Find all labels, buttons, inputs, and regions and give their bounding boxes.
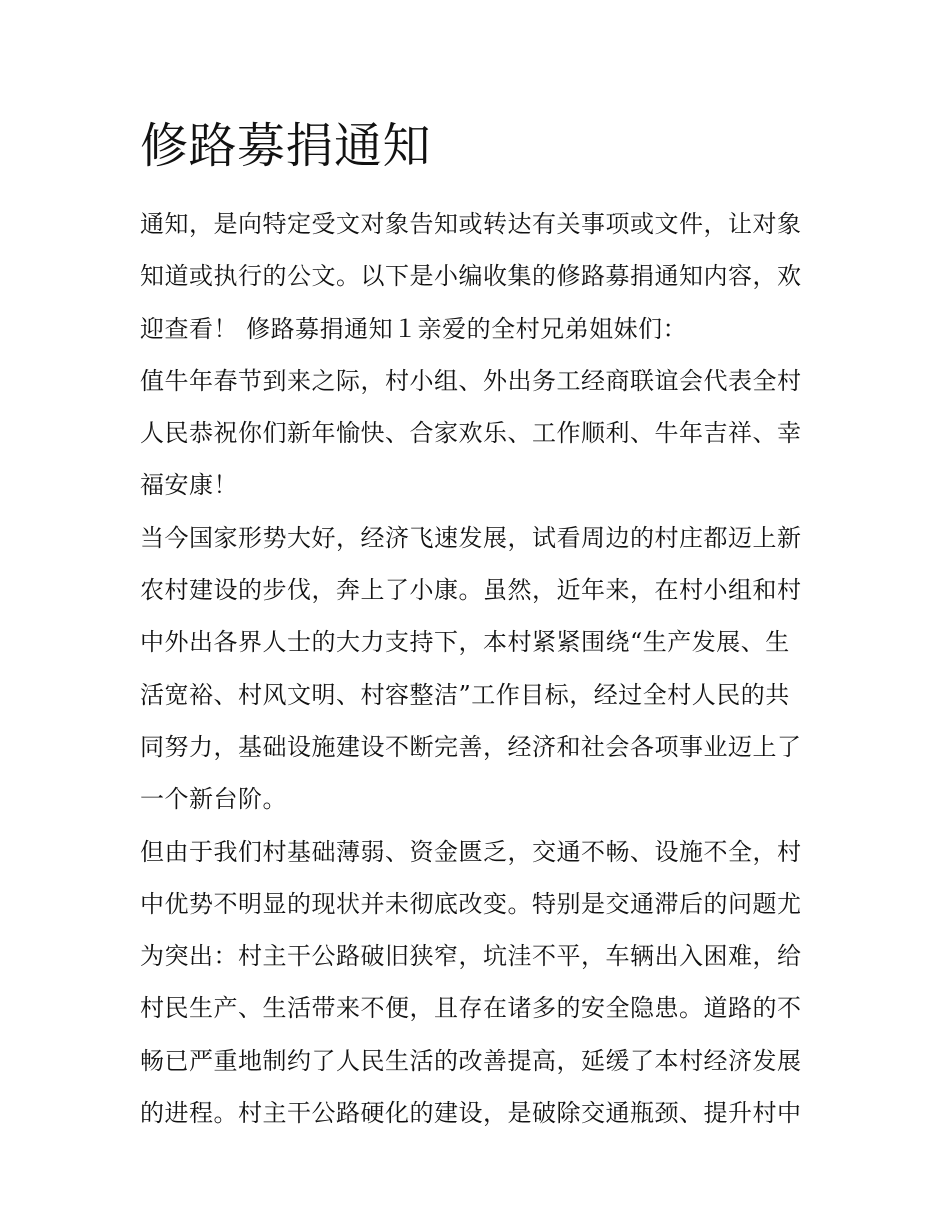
text-line: 中优势不明显的现状并未彻底改变。特别是交通滞后的问题尤 bbox=[140, 889, 802, 918]
text-line: 一个新台阶。 bbox=[140, 785, 287, 814]
paragraph-intro bbox=[140, 198, 815, 355]
paragraph-problem bbox=[140, 826, 815, 1140]
text-line: 农村建设的步伐，奔上了小康。虽然，近年来，在村小组和村 bbox=[140, 576, 802, 605]
document-page bbox=[140, 110, 815, 1139]
text-line: 当今国家形势大好，经济飞速发展，试看周边的村庄都迈上新 bbox=[140, 523, 802, 552]
text-line: 知道或执行的公文。以下是小编收集的修路募捐通知内容，欢 bbox=[140, 262, 802, 291]
paragraph-background bbox=[140, 512, 815, 826]
text-line: 同努力，基础设施建设不断完善，经济和社会各项事业迈上了 bbox=[140, 732, 802, 761]
text-line: 村民生产、生活带来不便，且存在诸多的安全隐患。道路的不 bbox=[140, 994, 802, 1023]
paragraph-greeting bbox=[140, 355, 815, 512]
text-line: 通知，是向特定受文对象告知或转达有关事项或文件，让对象 bbox=[140, 210, 802, 238]
text-line: 人民恭祝你们新年愉快、合家欢乐、工作顺利、牛年吉祥、幸 bbox=[140, 419, 802, 448]
text-line: 迎查看！ 修路募捐通知１亲爱的全村兄弟姐妹们： bbox=[140, 314, 688, 343]
text-line: 的进程。村主干公路硬化的建设，是破除交通瓶颈、提升村中 bbox=[140, 1099, 802, 1128]
text-line: 中外出各界人士的大力支持下，本村紧紧围绕“生产发展、生 bbox=[140, 628, 790, 657]
text-line: 畅已严重地制约了人民生活的改善提高，延缓了本村经济发展 bbox=[140, 1046, 802, 1075]
document-body bbox=[140, 198, 815, 1139]
text-line: 为突出：村主干公路破旧狭窄，坑洼不平，车辆出入困难，给 bbox=[140, 942, 802, 971]
document-title: 修路募捐通知 bbox=[140, 118, 432, 174]
text-line: 活宽裕、村风文明、村容整洁”工作目标，经过全村人民的共 bbox=[140, 680, 790, 709]
text-line: 但由于我们村基础薄弱、资金匮乏，交通不畅、设施不全，村 bbox=[140, 837, 802, 866]
text-line: 值牛年春节到来之际，村小组、外出务工经商联谊会代表全村 bbox=[140, 366, 802, 395]
text-line: 福安康！ bbox=[140, 471, 238, 500]
